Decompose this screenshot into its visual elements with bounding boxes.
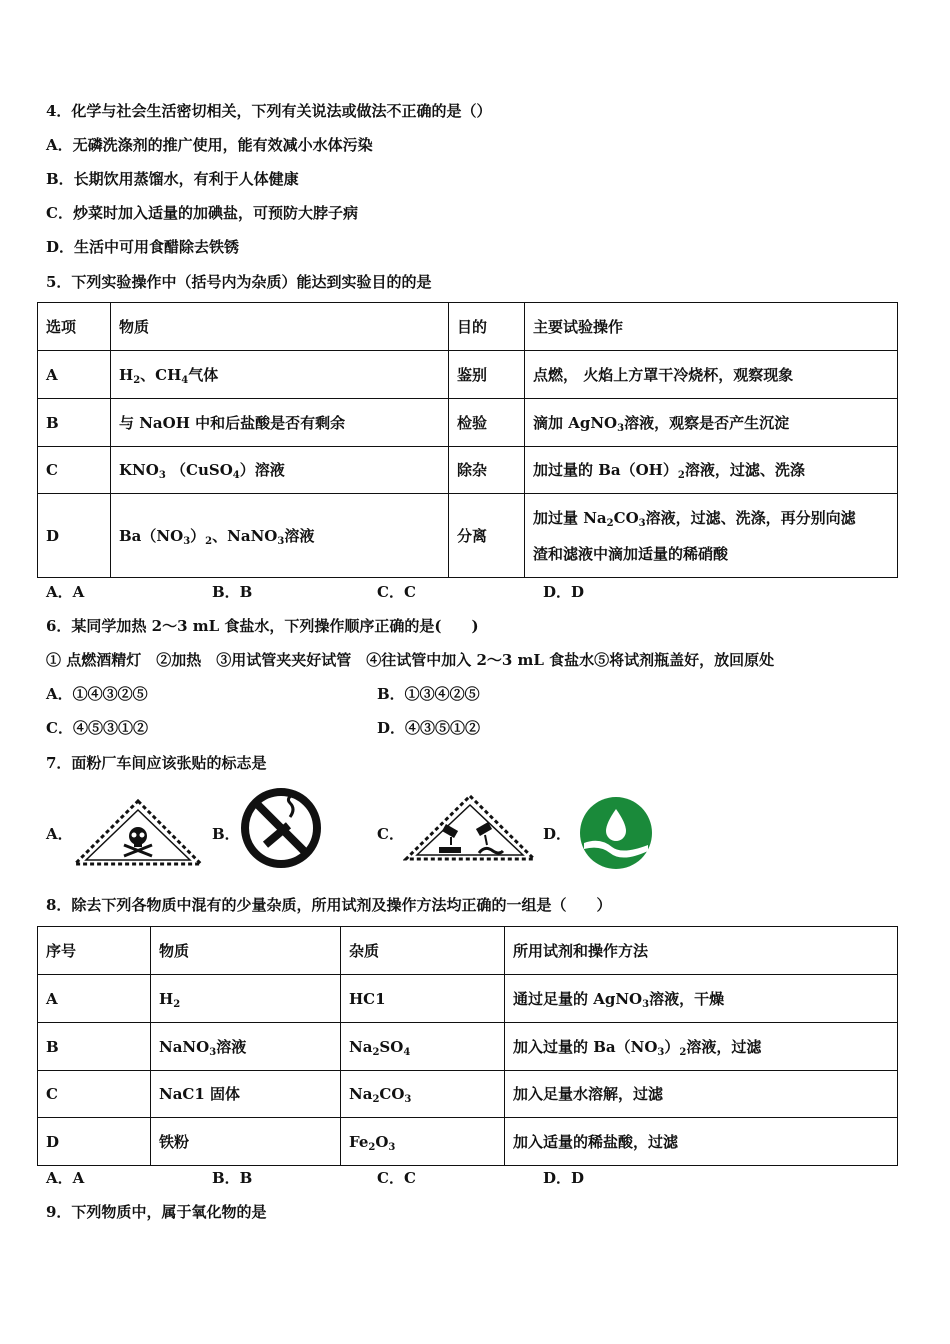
table-cell: 滴加 AgNO$_3$溶液，观察是否产生沉淀 [525,399,898,447]
table-row [38,399,898,447]
table-header-cell: 物质 [151,927,341,975]
table-cell: A [38,975,151,1023]
q4-option-b: B．长期饮用蒸馏水，有利于人体健康 [46,170,299,188]
q4-option-a: A．无磷洗涤剂的推广使用，能有效减小水体污染 [46,136,373,154]
q8-answer-c: C．C [377,1169,416,1187]
q9-stem: 9．下列物质中，属于氧化物的是 [46,1203,267,1221]
table-cell: 加过量的 $Ba(OH)_2$溶液，过滤、洗涤 [525,447,898,494]
q5-answer-b: B．B [212,583,253,601]
table-row [38,447,898,494]
table-cell: 鉴别 [449,351,525,399]
table-cell: 加入适量的稀盐酸，过滤 [505,1118,898,1166]
table-cell: $Ba(NO_3)_2$、NaNO$_3$溶液 [111,494,449,578]
q6-option-a: A．①④③②⑤ [46,685,148,703]
q6-stem: 6．某同学加热 2～3 mL 食盐水，下列操作顺序正确的是( ) [46,617,479,635]
table-cell: $KNO_3$ （CuSO$_4$）溶液 [111,447,449,494]
table-header-cell: 物质 [111,303,449,351]
table-cell: 加入过量的 $Ba(NO_3)_2$溶液，过滤 [505,1023,898,1071]
table-header-cell: 杂质 [341,927,505,975]
table-cell: $Na_2CO_3$ [341,1071,505,1118]
q7-stem: 7．面粉厂车间应该张贴的标志是 [46,754,267,772]
q8-table [37,926,898,1166]
q7-label-c: C． [377,825,404,843]
q8-answer-b: B．B [212,1169,253,1187]
table-cell: $Fe_2O_3$ [341,1118,505,1166]
table-cell: $Na_2SO_4$ [341,1023,505,1071]
table-cell: 检验 [449,399,525,447]
table-cell: B [38,399,111,447]
no-smoking-icon [240,787,322,869]
table-row [38,1023,898,1071]
table-cell: NaNO$_3$溶液 [151,1023,341,1071]
table-row [38,1071,898,1118]
q8-stem: 8．除去下列各物质中混有的少量杂质，所用试剂及操作方法均正确的一组是（ ） [46,896,612,914]
table-cell: D [38,1118,151,1166]
q6-option-b: B．①③④②⑤ [377,685,480,703]
q4-option-c: C．炒菜时加入适量的加碘盐，可预防大脖子病 [46,204,358,222]
q7-label-a: A． [46,825,73,843]
table-cell: 除杂 [449,447,525,494]
table-cell: B [38,1023,151,1071]
table-row [38,494,898,578]
q6-option-d: D．④③⑤①② [377,719,481,737]
q4-stem: 4．化学与社会生活密切相关，下列有关说法或做法不正确的是（） [46,102,492,120]
table-cell: HC1 [341,975,505,1023]
table-cell: C [38,1071,151,1118]
table-cell: D [38,494,111,578]
toxic-warning-icon [72,798,204,868]
table-header-cell: 主要试验操作 [525,303,898,351]
q5-answer-a: A．A [46,583,85,601]
q5-answer-c: C．C [377,583,416,601]
table-header-cell: 所用试剂和操作方法 [505,927,898,975]
corrosive-warning-icon [403,793,537,863]
table-cell: 加入足量水溶解，过滤 [505,1071,898,1118]
table-cell: 点燃， 火焰上方罩干冷烧杯，观察现象 [525,351,898,399]
q4-option-d: D．生活中可用食醋除去铁锈 [46,238,240,256]
table-cell: 加过量 $Na_2CO_3$溶液，过滤、洗涤，再分别向滤 渣和滤液中滴加适量的稀硝酸 [525,494,898,578]
q5-answer-d: D．D [543,583,585,601]
table-cell: $H_2$ [151,975,341,1023]
table-cell: 铁粉 [151,1118,341,1166]
table-cell: NaC1 固体 [151,1071,341,1118]
q7-label-b: B． [212,825,240,843]
table-cell: $H_2$、$CH_4$气体 [111,351,449,399]
table-cell: C [38,447,111,494]
q7-label-d: D． [543,825,572,843]
q5-stem: 5．下列实验操作中（括号内为杂质）能达到实验目的的是 [46,273,432,291]
q6-steps: ① 点燃酒精灯 ②加热 ③用试管夹夹好试管 ④往试管中加入 2～3 mL 食盐水⑤将试剂瓶盖好，放回原处 [46,651,775,669]
table-row [38,975,898,1023]
table-cell: 通过足量的 AgNO$_3$溶液，干燥 [505,975,898,1023]
table-row [38,303,898,351]
q5-table [37,302,898,578]
table-cell: 分离 [449,494,525,578]
table-row [38,351,898,399]
table-row [38,1118,898,1166]
table-header-cell: 序号 [38,927,151,975]
q8-answer-a: A．A [46,1169,85,1187]
table-cell: 与 NaOH 中和后盐酸是否有剩余 [111,399,449,447]
water-saving-icon [578,795,654,871]
table-header-cell: 目的 [449,303,525,351]
q6-option-c: C．④⑤③①② [46,719,148,737]
q8-answer-d: D．D [543,1169,585,1187]
table-header-cell: 选项 [38,303,111,351]
table-row [38,927,898,975]
table-cell: A [38,351,111,399]
